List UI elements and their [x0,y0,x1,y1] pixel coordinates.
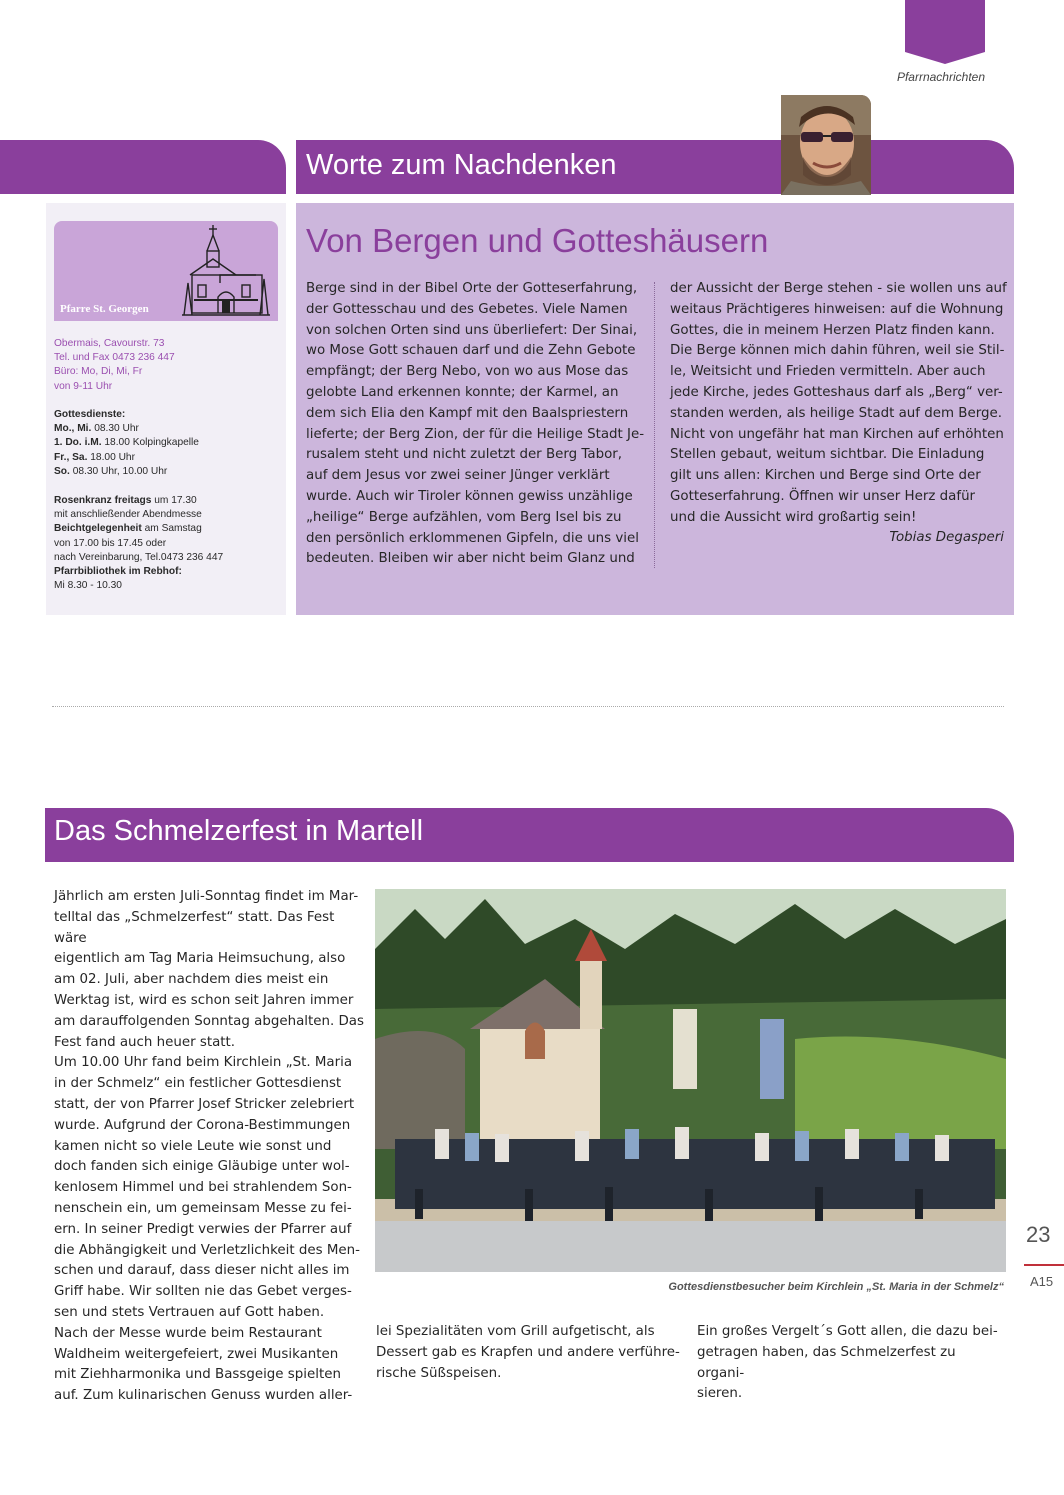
text-line: bedeuten. Bleiben wir aber nicht beim Glanz und [306,551,635,567]
text-line: gilt uns allen: Kirchen und Berge sind Orte der [670,468,981,484]
section-heading-worte: Worte zum Nachdenken [306,149,617,181]
section-label: Pfarrnachrichten [896,70,985,84]
service-time: 18.00 Kolpingkapelle [101,437,199,449]
text-line: am darauffolgenden Sonntag abgehalten. Das [54,1013,364,1029]
text-line: Nach der Messe wurde beim Restaurant [54,1325,322,1341]
service-time: 08.30 Uhr, 10.00 Uhr [69,465,168,477]
text-line: Die Berge können mich dahin führen, weil sie Stil- [670,343,1005,359]
service-time: 08.30 Uhr [91,423,139,435]
text-line: der Aussicht der Berge stehen - sie wollen uns auf [670,281,1007,296]
confession-text: am Samstag [141,523,202,535]
text-line: lieferte; der Berg Zion, der für die Heilige Stadt Je- [306,426,645,442]
service-row [54,465,282,479]
text-line: „heilige“ Berge aufzählen, vom Berg Isel bis zu [306,509,622,525]
parish-contact [54,337,282,394]
text-line: sieren. [697,1386,743,1402]
text-line: auf. Zum kulinarischen Genuss wurden aller- [54,1388,353,1404]
text-line: dem sich Elia den Kampf mit den Baalspriestern [306,405,629,421]
text-line: Um 10.00 Uhr fand beim Kirchlein „St. Maria [54,1055,353,1071]
service-time: 18.00 Uhr [87,451,135,463]
text-line: Jährlich am ersten Juli-Sonntag findet im Mar- [54,889,359,904]
reflection-column-2 [670,279,1010,529]
article-title-schmelzerfest: Das Schmelzerfest in Martell [54,815,424,847]
service-day: So. [54,465,70,477]
text-line: gelobte Land erkennen konnte; der Karmel, an [306,384,619,400]
text-line: Fest fand auch heuer statt. [54,1034,236,1050]
text-line: Dessert gab es Krapfen und andere verführe- [376,1344,680,1360]
text-line: lei Spezialitäten vom Grill aufgetischt, als [376,1324,655,1339]
service-row [54,422,282,436]
text-line: nenschein ein, um gemeinsam Messe zu fei- [54,1200,352,1216]
rosary-note: mit anschließender Abendmesse [54,509,202,521]
text-line: von solchen Orten sind uns überliefert: Der Sinai, [306,322,638,338]
text-line: kamen nicht so viele Leute wie sonst und [54,1138,332,1154]
contact-line: Büro: Mo, Di, Mi, Fr [54,366,143,378]
contact-line: Obermais, Cavourstr. 73 [54,338,165,349]
text-line: ern. In seiner Predigt verwies der Pfarrer auf [54,1221,352,1237]
confession-line: nach Vereinbarung, Tel.0473 236 447 [54,551,224,563]
text-line: die Abhängigkeit und Verletzlichkeit des Men- [54,1242,360,1258]
text-line: schen und darauf, dass dieser nicht alles im [54,1263,350,1279]
text-line: wurde. Aufgrund der Corona-Bestimmungen [54,1117,351,1133]
service-day: 1. Do. i.M. [54,437,102,449]
article-title-bergen: Von Bergen und Gotteshäusern [306,222,769,259]
sidebar-header-bar [0,140,286,194]
service-day: Fr., Sa. [54,451,88,463]
schmelzerfest-column-3 [697,1322,1007,1405]
confession-title: Beichtgelegenheit [54,523,142,535]
text-line: den persönlich erklommenen Gipfeln, die uns viel [306,530,639,546]
text-line: auf dem Jesus vor zwei seiner Jünger verklärt [306,468,610,484]
text-line: statt, der von Pfarrer Josef Stricker zelebriert [54,1096,355,1112]
text-line: Waldheim weitergefeiert, zwei Musikanten [54,1346,339,1362]
text-line: le, Weitsicht und Frieden vermitteln. Aber auch [670,364,986,380]
text-line: wo Mose Gott schauen darf und die Zehn Gebote [306,343,636,359]
text-line: mit Ziehharmonika und Bassgeige spielten [54,1367,341,1383]
service-times [54,408,282,479]
text-line: jede Kirche, jedes Gotteshaus darf als „Berg“ ver- [670,384,1003,400]
column-divider [654,282,655,568]
service-day: Mo., Mi. [54,423,92,435]
service-row [54,436,282,450]
page-tag: A15 [1030,1274,1054,1289]
library-hours: Mi 8.30 - 10.30 [54,580,122,592]
section-tab-marker [905,0,985,64]
rosary-title: Rosenkranz freitags [54,495,152,506]
section-separator [52,706,1004,707]
text-line: der Gottesschau und des Gebetes. Viele Namen [306,301,628,317]
parish-name: Pfarre St. Georgen [60,303,149,315]
text-line: eigentlich am Tag Maria Heimsuchung, also [54,951,346,967]
service-row [54,451,282,465]
text-line: sen und stets Vertrauen auf Gott haben. [54,1304,325,1320]
text-line: doch fanden sich einige Gläubige unter wol- [54,1159,350,1175]
text-line: kenlosem Himmel und bei strahlendem Son- [54,1180,352,1196]
schmelzerfest-column-2 [376,1322,686,1384]
contact-line: Tel. und Fax 0473 236 447 [54,352,175,364]
text-line: Griff habe. Wir sollten nie das Gebet verges- [54,1284,352,1300]
additional-services [54,494,282,593]
photo-caption: Gottesdienstbesucher beim Kirchlein „St. Maria in der Schmelz“ [668,1281,1004,1293]
text-line: empfängt; der Berg Nebo, von wo aus Mose das [306,364,629,380]
text-line: Gottes, die in meinem Herzen Platz finden kann. [670,322,995,338]
text-line: am 02. Juli, aber nachdem dies meist ein [54,972,329,988]
contact-line: von 9-11 Uhr [54,380,113,392]
text-line: rusalem steht und nicht zuletzt der Berg Tabor, [306,447,623,463]
text-line: getragen haben, das Schmelzerfest zu organi- [697,1344,956,1381]
library-title: Pfarrbibliothek im Rebhof: [54,566,182,578]
schmelzerfest-column-1 [54,887,367,1407]
text-line: Gotteserfahrung. Öffnen wir unser Herz dafür [670,488,976,504]
reflection-column-1 [306,279,646,570]
author-portrait [781,95,871,195]
text-line: in der Schmelz“ ein festlicher Gottesdienst [54,1076,342,1092]
text-line: Berge sind in der Bibel Orte der Gotteserfahrung, [306,281,638,296]
rosary-time: um 17.30 [151,495,197,506]
page-number: 23 [1026,1222,1051,1247]
text-line: Werktag ist, wird es schon seit Jahren immer [54,992,354,1008]
text-line: und die Aussicht wird großartig sein! [670,509,917,525]
author-name: Tobias Degasperi [889,530,1004,545]
church-icon [180,223,272,319]
text-line: Ein großes Vergelt´s Gott allen, die dazu bei- [697,1324,998,1339]
schmelzerfest-photo [375,889,1006,1272]
text-line: Stellen gebaut, weitum sichtbar. Die Einladung [670,447,985,463]
text-line: telltal das „Schmelzerfest“ statt. Das Fest wäre [54,909,335,946]
text-line: wurde. Auch wir Tiroler können gewiss unzählige [306,488,633,504]
text-line: standen werden, als heilige Stadt auf dem Berge. [670,405,1002,421]
confession-line: von 17.00 bis 17.45 oder [54,537,167,549]
text-line: Nicht von ungefähr hat man Kirchen auf erhöhten [670,426,1004,442]
page-number-rule [1024,1264,1064,1266]
text-line: rische Süßspeisen. [376,1365,502,1381]
text-line: weitaus Prächtigeres hinweisen: auf die Wohnung [670,301,1004,317]
services-title: Gottesdienste: [54,409,126,420]
